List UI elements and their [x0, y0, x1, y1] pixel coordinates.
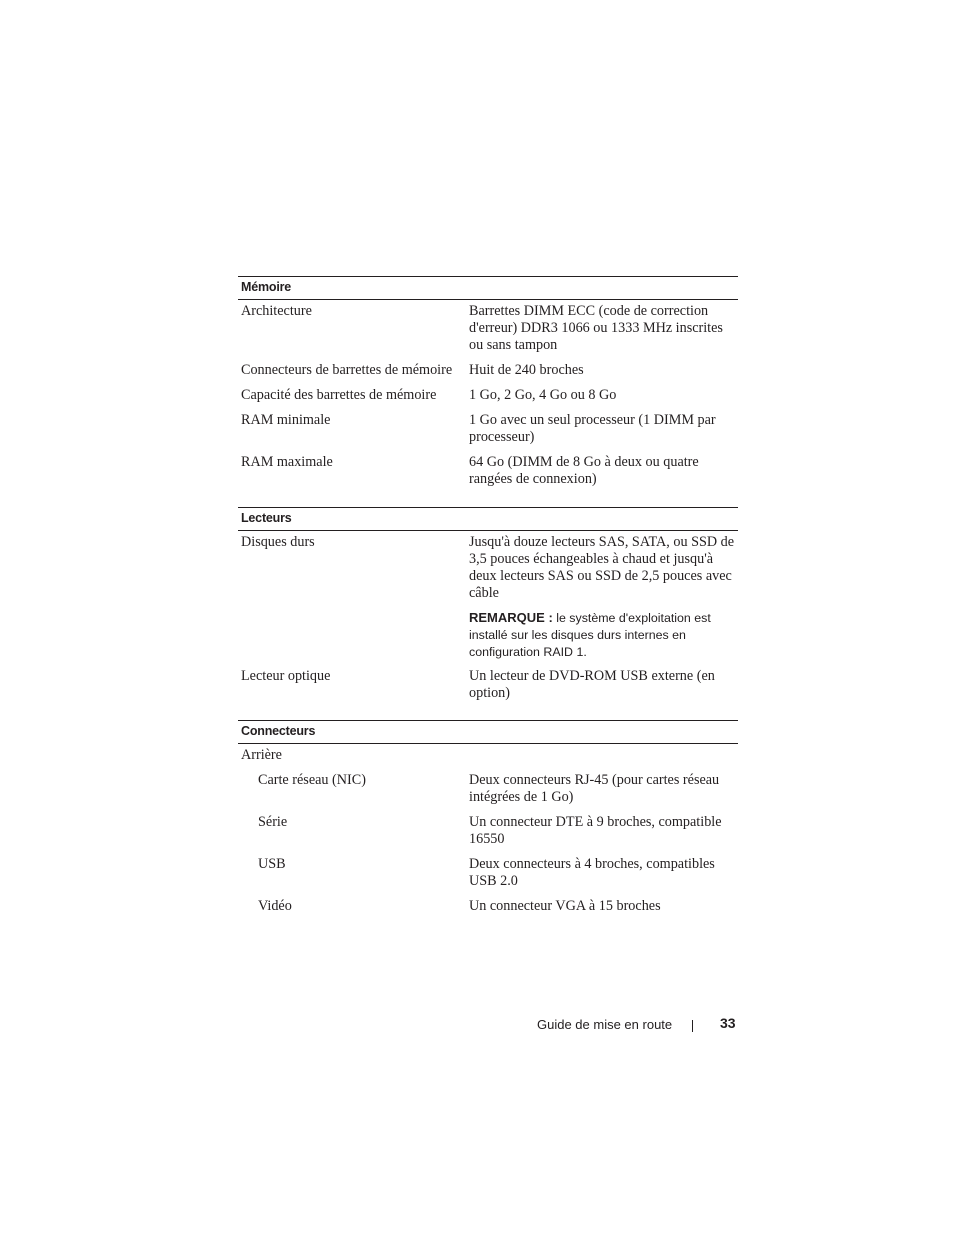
spec-value: 64 Go (DIMM de 8 Go à deux ou quatre rangées de connexion): [469, 454, 699, 487]
spec-value: 1 Go avec un seul processeur (1 DIMM par processeur): [469, 412, 716, 445]
drives-section-header: [238, 507, 738, 531]
spec-label: Disques durs: [241, 534, 315, 550]
section-title: Lecteurs: [241, 511, 292, 525]
spec-value: Barrettes DIMM ECC (code de correction d'erreur) DDR3 1066 ou 1333 MHz inscrites ou sans tampon: [469, 303, 723, 353]
spec-value: Un connecteur DTE à 9 broches, compatible 16550: [469, 814, 722, 847]
memory-section: [238, 276, 738, 487]
spec-label: RAM minimale: [241, 412, 331, 428]
spec-label: Capacité des barrettes de mémoire: [241, 387, 437, 403]
spec-label: Architecture: [241, 303, 312, 319]
page-number: 33: [720, 1015, 736, 1031]
section-title: Connecteurs: [241, 724, 316, 738]
section-title: Mémoire: [241, 280, 292, 294]
footer-title: Guide de mise en route: [537, 1017, 673, 1032]
spec-value: Jusqu'à douze lecteurs SAS, SATA, ou SSD de 3,5 pouces échangeables à chaud et jusqu'à deux lecteurs SAS ou SSD de 2,5 pouces avec câble: [469, 534, 735, 601]
note-label: REMARQUE :: [469, 610, 553, 625]
connectors-section: [238, 720, 738, 914]
spec-label: Carte réseau (NIC): [258, 772, 366, 788]
note-text: le système d'exploitation est installé sur les disques durs internes en configuration RAID 1.: [469, 611, 711, 659]
spec-label: USB: [258, 856, 286, 872]
spec-label: Vidéo: [258, 898, 292, 914]
drives-section: [238, 507, 738, 701]
spec-label: Connecteurs de barrettes de mémoire: [241, 362, 453, 378]
spec-value: Deux connecteurs à 4 broches, compatibles USB 2.0: [469, 856, 715, 889]
spec-label: Lecteur optique: [241, 668, 331, 684]
spec-label: RAM maximale: [241, 454, 333, 470]
connectors-section-header: [238, 720, 738, 744]
memory-section-header: [238, 276, 738, 300]
spec-value: Un connecteur VGA à 15 broches: [469, 898, 661, 914]
footer-separator: [692, 1020, 693, 1032]
note: [469, 609, 735, 661]
spec-value: Un lecteur de DVD-ROM USB externe (en option): [469, 668, 715, 701]
spec-value: Deux connecteurs RJ-45 (pour cartes réseau intégrées de 1 Go): [469, 772, 720, 805]
spec-value: Huit de 240 broches: [469, 362, 584, 378]
spec-label: Série: [258, 814, 288, 830]
spec-value: 1 Go, 2 Go, 4 Go ou 8 Go: [469, 387, 617, 403]
group-label: Arrière: [241, 747, 282, 763]
